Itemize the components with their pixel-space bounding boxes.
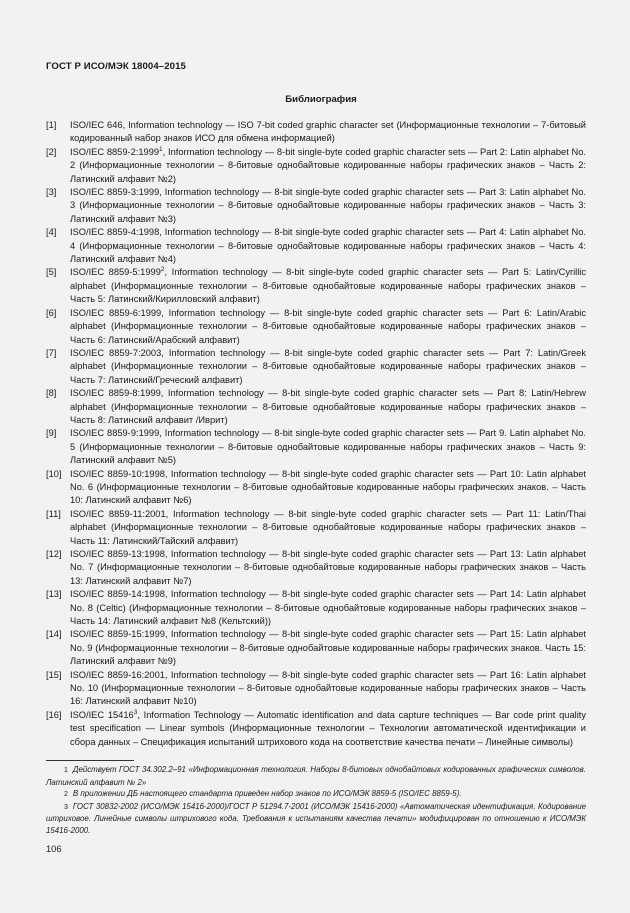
document-header: ГОСТ Р ИСО/МЭК 18004–2015 — [46, 61, 186, 72]
bibliography-entry — [46, 669, 586, 709]
entry-number: [3] — [46, 187, 57, 198]
footnote-mark: 1 — [64, 767, 68, 774]
bibliography-entry — [46, 307, 586, 347]
entry-text: ISO/IEC 8859-6:1999, Information technology — 8-bit single-byte coded graphic character sets — Part 6: Latin/Arabic alphabet (Информационные технологии – 8-битовые однобайтовые кодированные наборы графических знаков – Часть 6: Латинский/Арабский алфавит) — [70, 307, 586, 345]
entry-number: [8] — [46, 388, 57, 399]
entry-text: ISO/IEC 8859-13:1998, Information technology — 8-bit single-byte coded graphic character sets — Part 13: Latin alphabet No. 7 (Информационные технологии – 8-битовые однобайтовые кодированные наборы графических знаков – Часть 13: Латинский алфавит №7) — [70, 549, 586, 586]
footnote-mark: 3 — [64, 803, 68, 811]
footnotes — [46, 764, 586, 837]
entry-text: ISO/IEC 8859-3:1999, Information technology — 8-bit single-byte coded graphic character sets — Part 3: Latin alphabet No. 3 (Информационные технологии – 8-битовые однобайтовые кодированные наборы графических знаков – Часть 3: Латинский алфавит №3) — [70, 187, 586, 224]
bibliography-entry — [46, 266, 586, 306]
bibliography-title — [0, 94, 630, 105]
entry-number: [6] — [46, 307, 57, 318]
footnote — [46, 764, 586, 788]
entry-text: ISO/IEC 8859-10:1998, Information technology — 8-bit single-byte coded graphic character sets — Part 10: Latin alphabet No. 6 (Информационные технологии – 8-битовые однобайтовые кодированные наборы графических знаков. – Часть 10: Латинский алфавит №6) — [70, 468, 586, 506]
entry-text — [70, 267, 586, 304]
bibliography-entry — [46, 548, 586, 588]
entry-number: [9] — [46, 428, 57, 439]
entry-number: [13] — [46, 589, 62, 600]
entry-text: ISO/IEC 8859-9:1999, Information technology — 8-bit single-byte coded graphic character sets — Part 9. Latin alphabet No. 5 (Информационные технологии – 8-битовые однобайтовые кодированные наборы графических знаков – Часть 9: Латинский алфавит №5) — [70, 428, 586, 466]
footnote-text: Действует ГОСТ 34.302.2–91 «Информационная технология. Наборы 8-битовых однобайтовых кодированных графических символов. Латинский алфавит № 2» — [46, 765, 586, 787]
footnote-text: ГОСТ 30832-2002 (ИСО/МЭК 15416-2000)/ГОСТ Р 51294.7-2001 (ИСО/МЭК 15416-2000) «Автоматическая идентификация. Кодирование штриховое. Линейные символы штрихового кода. Требования к испытаниям качества печати» модифицирован по отношению к ИСО/МЭК 15416-2000. — [46, 801, 586, 835]
entry-number: [14] — [46, 629, 62, 640]
entry-text-end: , Information technology — 8-bit single-byte coded graphic character sets — Part 5: Latin/Cyrillic alphabet (Информационные технологии – 8-битовые однобайтовые кодированные наборы графических знаков – Часть 5: Латинский/Кирилловский алфавит) — [70, 267, 586, 305]
entry-text-end: , Information Technology — Automatic identification and data capture techniques — Bar code print quality test specification — Linear symbols (Информационные технологии – Технологии автоматической идентификации и сбора данных – Спецификация испытаний штрихового кода на соответствие качества печати – Линейные символы) — [70, 709, 586, 747]
entry-text: ISO/IEC 8859-14:1998, Information technology — 8-bit single-byte coded graphic character sets — Part 14: Latin alphabet No. 8 (Celtic) (Информационные технологии – 8-битовые однобайтовые кодированные наборы графических знаков – Часть 14: Латинский алфавит №8 (Кельтский)) — [70, 589, 586, 627]
entry-text — [70, 147, 586, 184]
bibliography-entry — [46, 508, 586, 548]
bibliography-entry — [46, 119, 586, 146]
bibliography-entry — [46, 588, 586, 628]
entry-text-end: , Information technology — 8-bit single-byte coded graphic character sets — Part 2: Latin alphabet No. 2 (Информационные технологии – 8-битовые однобайтовые кодированные наборы графических знаков – Часть 2: Латинский алфавит №2) — [70, 146, 586, 184]
entry-number: [1] — [46, 120, 57, 130]
entry-text: ISO/IEC 8859-16:2001, Information technology — 8-bit single-byte coded graphic character sets — Part 16: Latin alphabet No. 10 (Информационные технологии – 8-битовые однобайтовые кодированные наборы графических знаков – Часть 16: Латинский алфавит №10) — [70, 669, 586, 707]
footnote-ref: 3 — [133, 708, 138, 716]
entry-number: [15] — [46, 669, 62, 680]
entry-text — [70, 710, 586, 747]
footnote — [46, 788, 586, 801]
entry-number: [5] — [46, 267, 57, 278]
footnote — [46, 801, 586, 837]
bibliography-entry — [46, 347, 586, 387]
entry-text: ISO/IEC 8859-4:1998, Information technology — 8-bit single-byte coded graphic character sets — Part 4: Latin alphabet No. 4 (Информационные технологии – 8-битовые однобайтовые кодированные наборы графических знаков – Часть 4: Латинский алфавит №4) — [70, 227, 586, 265]
entry-number: [7] — [46, 347, 57, 358]
bibliography-list — [46, 119, 586, 749]
bibliography-title-text: Библиография — [285, 94, 357, 105]
bibliography-entry — [46, 628, 586, 668]
entry-text: ISO/IEC 646, Information technology — ISO 7-bit coded graphic character set (Информационные технологии – 7-битовый кодированный набор знаков ИСО для обмена информацией) — [70, 120, 586, 144]
entry-text: ISO/IEC 8859-11:2001, Information technology — 8-bit single-byte coded graphic character sets — Part 11: Latin/Thai alphabet (Информационные технологии – 8-битовые однобайтовые кодированные наборы графических знаков – Часть 11: Латинский/Тайский алфавит) — [70, 508, 586, 546]
entry-text: ISO/IEC 8859-15:1999, Information technology — 8-bit single-byte coded graphic character sets — Part 15: Latin alphabet No. 9 (Информационные технологии – 8-битовые однобайтовые кодированные наборы графических знаков. Часть 15: Латинский алфавит №9) — [70, 629, 586, 667]
entry-text: ISO/IEC 8859-8:1999, Information technology — 8-bit single-byte coded graphic character sets — Part 8: Latin/Hebrew alphabet (Информационные технологии – 8-битовые однобайтовые кодированные наборы графических знаков – Часть 8: Латинский алфавит /Иврит) — [70, 388, 586, 425]
footnote-text: В приложении ДБ настоящего стандарта приведен набор знаков по ИСО/МЭК 8859-5 (ISO/IEC 8859-5). — [72, 789, 462, 799]
entry-number: [4] — [46, 227, 57, 238]
entry-text-start: ISO/IEC 8859-2:1999 — [70, 146, 160, 157]
entry-number: [12] — [46, 549, 62, 559]
entry-text: ISO/IEC 8859-7:2003, Information technology — 8-bit single-byte coded graphic character sets — Part 7: Latin/Greek alphabet (Информационные технологии – 8-битовые однобайтовые кодированные наборы графических знаков – Часть 7: Латинский/Греческий алфавит) — [70, 347, 586, 385]
bibliography-entry — [46, 427, 586, 467]
entry-text-start: ISO/IEC 15416 — [70, 709, 134, 720]
entry-text-start: ISO/IEC 8859-5:1999 — [70, 267, 161, 278]
footnote-ref: 2 — [160, 266, 165, 274]
bibliography-entry — [46, 468, 586, 508]
bibliography-entry — [46, 146, 586, 186]
entry-number: [11] — [46, 508, 61, 519]
footnote-separator — [46, 760, 134, 761]
bibliography-entry — [46, 709, 586, 749]
bibliography-entry — [46, 186, 586, 226]
footnote-mark: 2 — [64, 791, 68, 799]
bibliography-entry — [46, 387, 586, 427]
entry-number: [2] — [46, 146, 57, 157]
entry-number: [10] — [46, 468, 62, 479]
entry-number: [16] — [46, 709, 62, 720]
footnote-ref: 1 — [159, 145, 163, 153]
page-number: 106 — [46, 844, 62, 854]
bibliography-entry — [46, 226, 586, 266]
